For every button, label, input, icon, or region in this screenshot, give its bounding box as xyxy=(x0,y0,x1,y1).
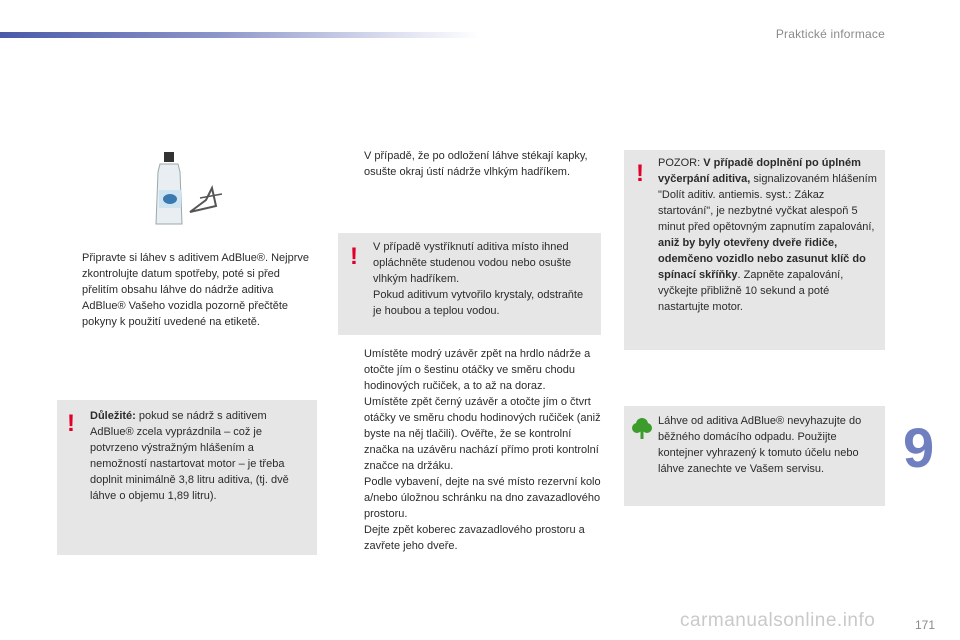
important-label: Důležité: xyxy=(90,410,136,422)
list-item-text: Připravte si láhev s aditivem AdBlue®. Nejprve zkontrolujte datum spotřeby, poté si před přelitím obsahu láhve do nádrže aditiva AdBlue® Vašeho vozidla pozorně přečtěte pokyny k použití uvedené na etiketě. xyxy=(82,252,309,328)
list-item-text: Podle vybavení, dejte na své místo rezervní kolo a/nebo úložnou schránku na dno zavazadlového prostoru. xyxy=(364,476,601,520)
caution-box xyxy=(624,150,885,350)
eco-note-text: Láhve od aditiva AdBlue® nevyhazujte do běžného domácího odpadu. Použijte kontejner vyhrazený k tomuto účelu nebo láhve zanechte ve Vašem servisu. xyxy=(658,415,862,475)
middle-top-list xyxy=(342,148,592,180)
watermark-text: carmanualsonline.info xyxy=(680,610,876,631)
eco-note-box xyxy=(624,406,885,506)
list-item xyxy=(342,346,604,394)
exclamation-icon: ! xyxy=(636,160,644,187)
important-note-box xyxy=(57,400,317,555)
list-item xyxy=(342,148,592,180)
list-item xyxy=(60,250,315,330)
spill-warning-box xyxy=(338,233,601,335)
exclamation-icon: ! xyxy=(350,243,358,270)
spill-text-2: Pokud aditivum vytvořilo krystaly, odstraňte je houbou a teplou vodou. xyxy=(373,289,584,317)
list-item xyxy=(342,394,604,474)
exclamation-icon: ! xyxy=(67,410,75,437)
middle-bottom-list xyxy=(342,346,604,554)
adblue-bottle-illustration xyxy=(150,150,230,230)
spill-text-1: V případě vystříknutí aditiva místo ihned opláchněte studenou vodou nebo osušte vlhkým hadříkem. xyxy=(373,241,572,285)
page-number: 171 xyxy=(915,618,936,632)
caution-text xyxy=(658,155,880,315)
caution-prefix: POZOR: xyxy=(658,157,704,169)
tree-icon xyxy=(632,416,652,440)
left-instruction-list xyxy=(60,250,315,330)
list-item xyxy=(342,522,604,554)
important-body: pokud se nádrž s aditivem AdBlue® zcela vyprázdnila – což je potvrzeno výstražným hlášením a nemožností nastartovat motor – je třeba doplnit minimálně 3,8 litru aditiva, (tj. dvě láhve o objemu 1,89 litru). xyxy=(90,410,289,502)
important-note-text xyxy=(90,408,310,504)
list-item-text: Umístěte zpět černý uzávěr a otočte jím o čtvrt otáčky ve směru chodu hodinových ručiček (aniž byste na něj tlačili). Ověřte, že se kontrolní značka na uzávěru nachází přímo proti kontrolní značce na držáku. xyxy=(364,396,601,472)
list-item-text: Umístěte modrý uzávěr zpět na hrdlo nádrže a otočte jím o šestinu otáčky ve směru chodu hodinových ručiček, a to až na doraz. xyxy=(364,348,591,392)
chapter-number: 9 xyxy=(903,416,935,479)
list-item-text: V případě, že po odložení láhve stékají kapky, osušte okraj ústí nádrže vlhkým hadříkem. xyxy=(364,150,588,178)
caution-text-1: signalizovaném hlášením "Dolít aditiv. antiemis. syst.: Zákaz startování", je nezbytné vyčkat alespoň 5 minut před opětovným zapnutím zapalování, xyxy=(658,173,877,233)
page-header-title: Praktické informace xyxy=(775,27,885,41)
caution-bold-2: aniž by byly otevřeny dveře řidiče, odemčeno vozidlo nebo zasunut klíč do spínací skříňky xyxy=(658,237,866,281)
list-item-text: Dejte zpět koberec zavazadlového prostoru a zavřete jeho dveře. xyxy=(364,524,585,552)
caution-bold-1: V případě doplnění po úplném vyčerpání aditiva, xyxy=(658,157,861,185)
header-accent-bar xyxy=(0,32,480,38)
list-item xyxy=(342,474,604,522)
caution-text-2: . Zapněte zapalování, vyčkejte přibližně 10 sekund a poté nastartujte motor. xyxy=(658,269,844,313)
